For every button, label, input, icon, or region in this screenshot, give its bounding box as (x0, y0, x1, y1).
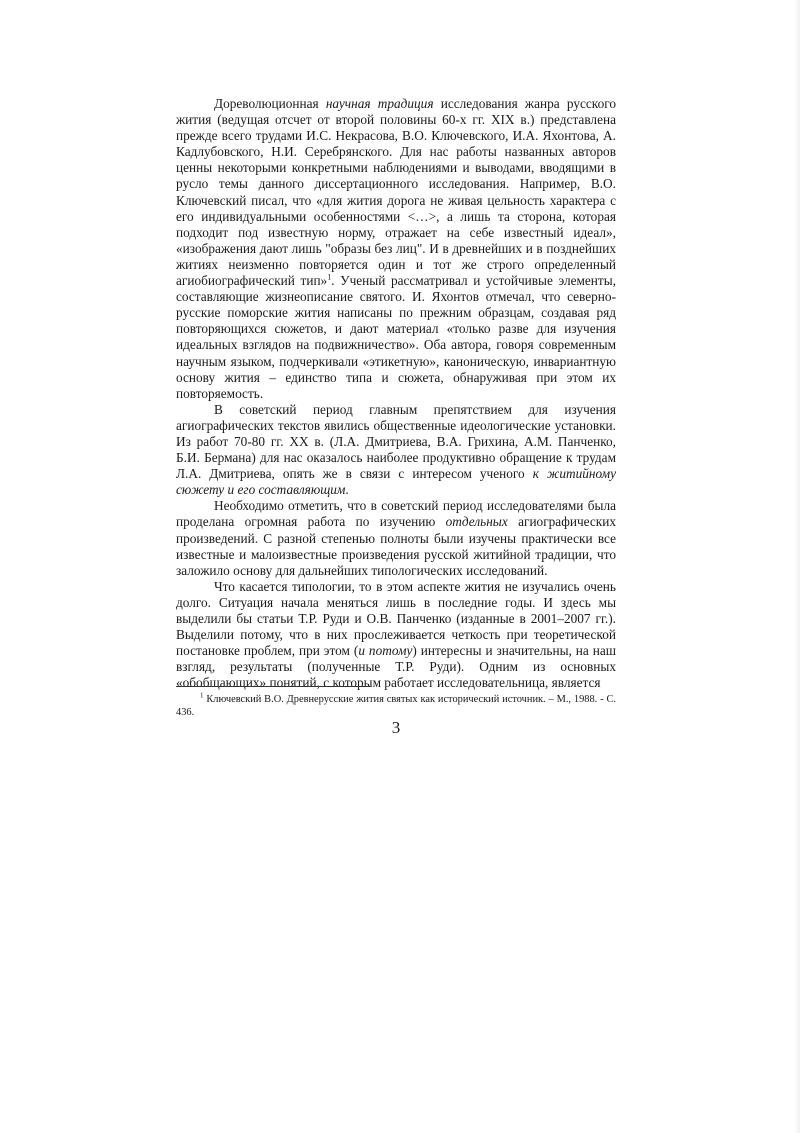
text-run: . Ученый рассматривал и устойчивые элементы, составляющие жизнеописание святого. И. Яхонтов отмечал, что северно-русские поморские жития написаны по прежним образцам, создавая ряд повторяющихся сюжетов, и дают материал «только разве для изучения идеальных взглядов на подвижничество». Оба автора, говоря современным научным языком, подчеркивали «этикетную», каноническую, инвариантную основу жития – единство типа и сюжета, обнаруживая при этом их повторяемость. (176, 273, 616, 401)
text-run: В советский период главным препятствием для изучения агиографических текстов явились общественные идеологические установки. Из работ 70-80 гг. XX в. (Л.А. Дмитриева, В.А. Грихина, А.М. Панченко, Б.И. Бермана) для нас оказалось наиболее продуктивно обращение к трудам Л.А. Дмитриева, опять же в связи с интересом ученого (176, 401, 616, 482)
italic-text: и потому (358, 643, 413, 659)
footnote (176, 691, 616, 719)
text-run: Дореволюционная (214, 96, 326, 111)
text-run: исследования жанра русского жития (ведущая отсчет от второй половины 60-х гг. XIX в.) представлена прежде всего трудами И.С. Некрасова, В.О. Ключевского, И.А. Яхонтова, А. Кадлубовского, Н.И. Серебрянского. Для нас работы названных авторов ценны некоторыми конкретными наблюдениями и выводами, вводящими в русло темы данного диссертационного исследования. Например, В.О. Ключевский писал, что «для жития дорога не живая цельность характера с его индивидуальными особенностями <…>, а лишь та сторона, которая подходит под известную норму, отражает на себе известный идеал», «изображения дают лишь "образы без лиц". И в древнейших и в позднейших житиях неизменно повторяется один и тот же строго определенный агиобиографический тип» (176, 96, 617, 289)
paragraph (176, 96, 616, 402)
footnote-text: Ключевский В.О. Древнерусские жития святых как исторический источник. – М., 1988. - С. 436. (176, 694, 616, 718)
text-run: . (345, 482, 349, 498)
paragraph (176, 579, 616, 692)
footnote-separator (176, 686, 370, 687)
text-run: агиографических произведений. С разной степенью полноты были изучены практически все известные и малоизвестные произведения русской житийной традиции, что заложило основу для дальнейших типологических исследований. (176, 514, 616, 578)
paragraph (176, 402, 616, 499)
italic-text: научная традиция (325, 96, 434, 111)
footnote-marker: 1 (200, 691, 204, 700)
italic-text: к житийному сюжету и его составляющим (176, 466, 617, 498)
page-number: 3 (391, 718, 401, 737)
paragraph (176, 498, 616, 578)
body-text (176, 96, 616, 691)
text-run: Необходимо отметить, что в советский период исследователями была проделана огромная работа по изучению (176, 498, 616, 530)
italic-text: отдельных (445, 514, 508, 530)
footnote-reference: 1 (327, 272, 332, 282)
scan-edge (794, 0, 800, 1133)
text-run: Что касается типологии, то в этом аспекте жития не изучались очень долго. Ситуация начала меняться лишь в последние годы. И здесь мы выделили бы статьи Т.Р. Руди и О.В. Панченко (изданные в 2001–2007 гг.). Выделили потому, что в них прослеживается четкость при теоретической постановке проблем, при этом ( (176, 578, 616, 659)
text-run: ) интересны и значительны, на наш взгляд, результаты (полученные Т.Р. Руди). Одним из основных «обобщающих» понятий, с которым работает исследовательница, является (176, 643, 617, 691)
